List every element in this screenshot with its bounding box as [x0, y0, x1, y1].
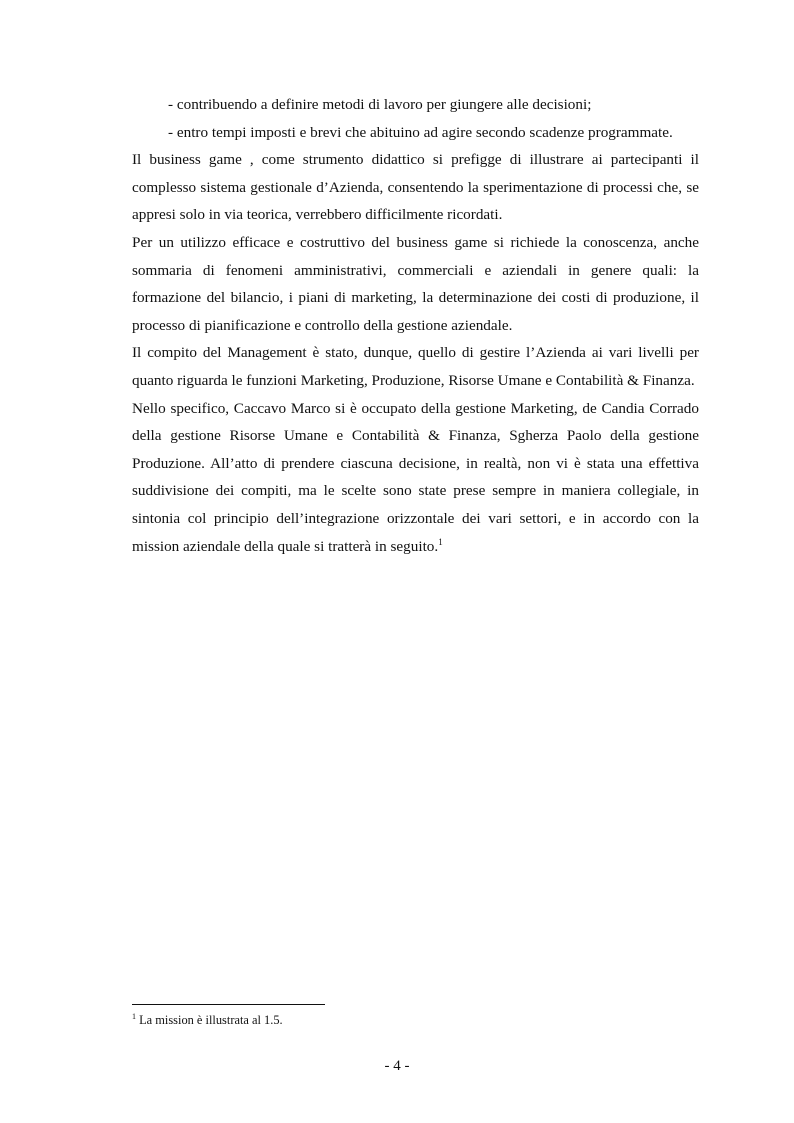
paragraph-text: Nello specifico, Caccavo Marco si è occupato della gestione Marketing, de Candia Corrado della gestione Risorse Umane e Contabilità & Finanza, Sgherza Paolo della gestione Produzione. All’atto di prendere ciascuna decisione, in realtà, non vi è stata una effettiva suddivisione dei compiti, ma le scelte sono state prese sempre in maniera collegiale, in sintonia col principio dell’integrazione orizzontale dei vari settori, e in accordo con la mission aziendale della quale si tratterà in seguito.: [132, 399, 699, 555]
paragraph: Il business game , come strumento didattico si prefigge di illustrare ai partecipanti il complesso sistema gestionale d’Azienda, consentendo la sperimentazione di processi che, se appresi solo in via teorica, verrebbero difficilmente ricordati.: [132, 151, 699, 224]
paragraph: Per un utilizzo efficace e costruttivo del business game si richiede la conoscenza, anche sommaria di fenomeni amministrativi, commerciali e aziendali in genere quali: la formazione del bilancio, i piani di marketing, la determinazione dei costi di produzione, il processo di pianificazione e controllo della gestione aziendale.: [132, 233, 699, 334]
footnote: [132, 1012, 283, 1028]
paragraph: [132, 395, 699, 561]
footnote-divider: [132, 1004, 325, 1005]
footnote-reference[interactable]: 1: [438, 536, 443, 547]
bullet-item: - entro tempi imposti e brevi che abituino ad agire secondo scadenze programmate.: [168, 123, 673, 141]
bullet-item: - contribuendo a definire metodi di lavoro per giungere alle decisioni;: [168, 96, 592, 113]
footnote-marker: 1: [132, 1012, 136, 1021]
page-number: - 4 -: [384, 1058, 410, 1074]
footnote-text: La mission è illustrata al 1.5.: [139, 1013, 283, 1027]
paragraph: Il compito del Management è stato, dunque, quello di gestire l’Azienda ai vari livelli per quanto riguarda le funzioni Marketing, Produzione, Risorse Umane e Contabilità & Finanza.: [132, 344, 699, 389]
body-text: [132, 91, 699, 560]
